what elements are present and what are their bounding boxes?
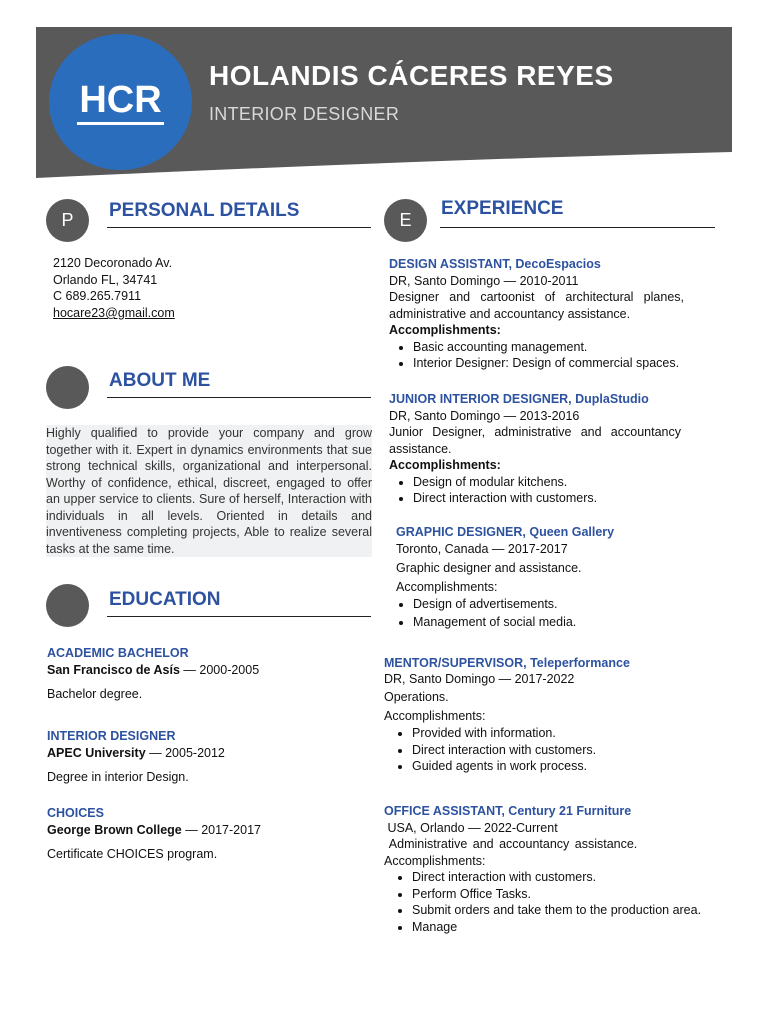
list-item: • Design of modular kitchens. — [413, 474, 681, 491]
job-place: DR, Santo Domingo — 2010-2011 — [389, 273, 579, 288]
list-item: • Management of social media. — [413, 614, 686, 632]
job-title: DESIGN ASSISTANT, DecoEspacios — [389, 257, 601, 271]
job-desc: assistance. — [389, 441, 452, 456]
job-desc: Operations. — [384, 690, 449, 704]
accomplishments-label: Accomplishments: — [389, 323, 501, 337]
personal-title: PERSONAL DETAILS — [109, 200, 300, 221]
job-title: GRAPHIC DESIGNER, Queen Gallery — [396, 525, 615, 539]
accomplishments-list — [389, 474, 681, 507]
accomplishments-label: Accomplishments: — [384, 853, 486, 868]
experience-title: EXPERIENCE — [441, 198, 564, 219]
school: George Brown College — [47, 822, 182, 837]
phone: C 689.265.7911 — [53, 289, 142, 303]
job-place: Toronto, Canada — 2017-2017 — [396, 541, 568, 556]
job-desc: Junior Designer, administrative and accountancy — [389, 425, 681, 439]
list-item: • Direct interaction with customers. — [412, 869, 724, 886]
accomplishments-label: Accomplishments: — [396, 579, 498, 594]
job-title: JUNIOR INTERIOR DESIGNER, DuplaStudio — [389, 392, 649, 406]
years: — 2017-2017 — [181, 822, 261, 837]
school: San Francisco de Asís — [47, 662, 180, 677]
list-item: • Basic accounting management. — [413, 339, 684, 356]
accomplishments-list — [396, 596, 686, 631]
list-item: • Direct interaction with customers. — [413, 490, 681, 507]
list-item: • Perform Office Tasks. — [412, 886, 724, 903]
job-entry — [396, 524, 686, 631]
degree: ACADEMIC BACHELOR — [47, 646, 189, 660]
about-title: ABOUT ME — [109, 370, 211, 391]
education-section-icon — [46, 584, 89, 627]
accomplishments-list — [384, 725, 684, 775]
personal-section-icon: P — [46, 199, 89, 242]
education-divider — [107, 616, 371, 617]
job-desc: Graphic designer and assistance. — [396, 561, 582, 575]
education-item — [47, 645, 367, 703]
email-link[interactable]: hocare23@gmail.com — [53, 306, 175, 320]
initials-badge — [49, 34, 192, 170]
job-desc: Administrative and accountancy assistance. — [384, 837, 638, 851]
job-entry — [384, 803, 724, 935]
education-title: EDUCATION — [109, 589, 221, 610]
education-desc: Bachelor degree. — [47, 687, 143, 701]
list-item: • Direct interaction with customers. — [412, 742, 684, 759]
job-entry — [389, 391, 681, 507]
list-item: • Submit orders and take them to the production area. — [412, 902, 724, 919]
school: APEC University — [47, 745, 146, 760]
list-item: • Provided with information. — [412, 725, 684, 742]
about-divider — [107, 397, 371, 398]
education-item — [47, 728, 367, 786]
education-item — [47, 805, 367, 863]
list-item: • Design of advertisements. — [413, 596, 686, 614]
job-entry — [389, 256, 684, 372]
about-section-icon — [46, 366, 89, 409]
years: — 2000-2005 — [179, 662, 260, 677]
job-place: USA, Orlando — 2022-Current — [384, 820, 558, 835]
personal-divider — [107, 227, 371, 228]
list-item: • Interior Designer: Design of commercial spaces. — [413, 355, 684, 372]
list-item: • Manage — [412, 919, 724, 936]
accomplishments-list — [384, 869, 724, 935]
address-line-2: Orlando FL, 34741 — [53, 273, 158, 287]
experience-divider — [440, 227, 715, 228]
accomplishments-list — [389, 339, 684, 372]
job-desc: administrative and accountancy assistance. — [389, 306, 631, 321]
accomplishments-label: Accomplishments: — [384, 708, 486, 723]
education-desc: Certificate CHOICES program. — [47, 847, 218, 861]
about-text: Highly qualified to provide your company and grow together with it. Expert in dynamics environments that sue strong technical skills, organizational and interpersonal. Worthy of confidence, ethical, discreet, engaged to offer an upper service to clients. Sure of herself, Interaction with individuals in all levels. Oriented in details and inventiveness completing projects, Able to realize several tasks at the same time. — [46, 426, 372, 556]
years: — 2005-2012 — [145, 745, 225, 760]
job-place: DR, Santo Domingo — 2017-2022 — [384, 671, 575, 686]
address-line-1: 2120 Decoronado Av. — [53, 256, 173, 270]
list-item: • Guided agents in work process. — [412, 758, 684, 775]
accomplishments-label: Accomplishments: — [389, 458, 501, 472]
job-desc: Designer and cartoonist of architectural planes, — [389, 290, 684, 304]
degree: CHOICES — [47, 806, 104, 820]
header-banner — [0, 0, 768, 200]
job-entry — [384, 655, 684, 775]
experience-section-icon: E — [384, 199, 427, 242]
job-place: DR, Santo Domingo — 2013-2016 — [389, 408, 580, 423]
candidate-name: HOLANDIS CÁCERES REYES — [209, 60, 614, 91]
job-title: MENTOR/SUPERVISOR, Teleperformance — [384, 656, 630, 670]
job-title: OFFICE ASSISTANT, Century 21 Furniture — [384, 804, 632, 818]
degree: INTERIOR DESIGNER — [47, 729, 176, 743]
initials: HCR — [77, 80, 163, 125]
education-desc: Degree in interior Design. — [47, 770, 189, 784]
candidate-role: INTERIOR DESIGNER — [209, 104, 400, 124]
